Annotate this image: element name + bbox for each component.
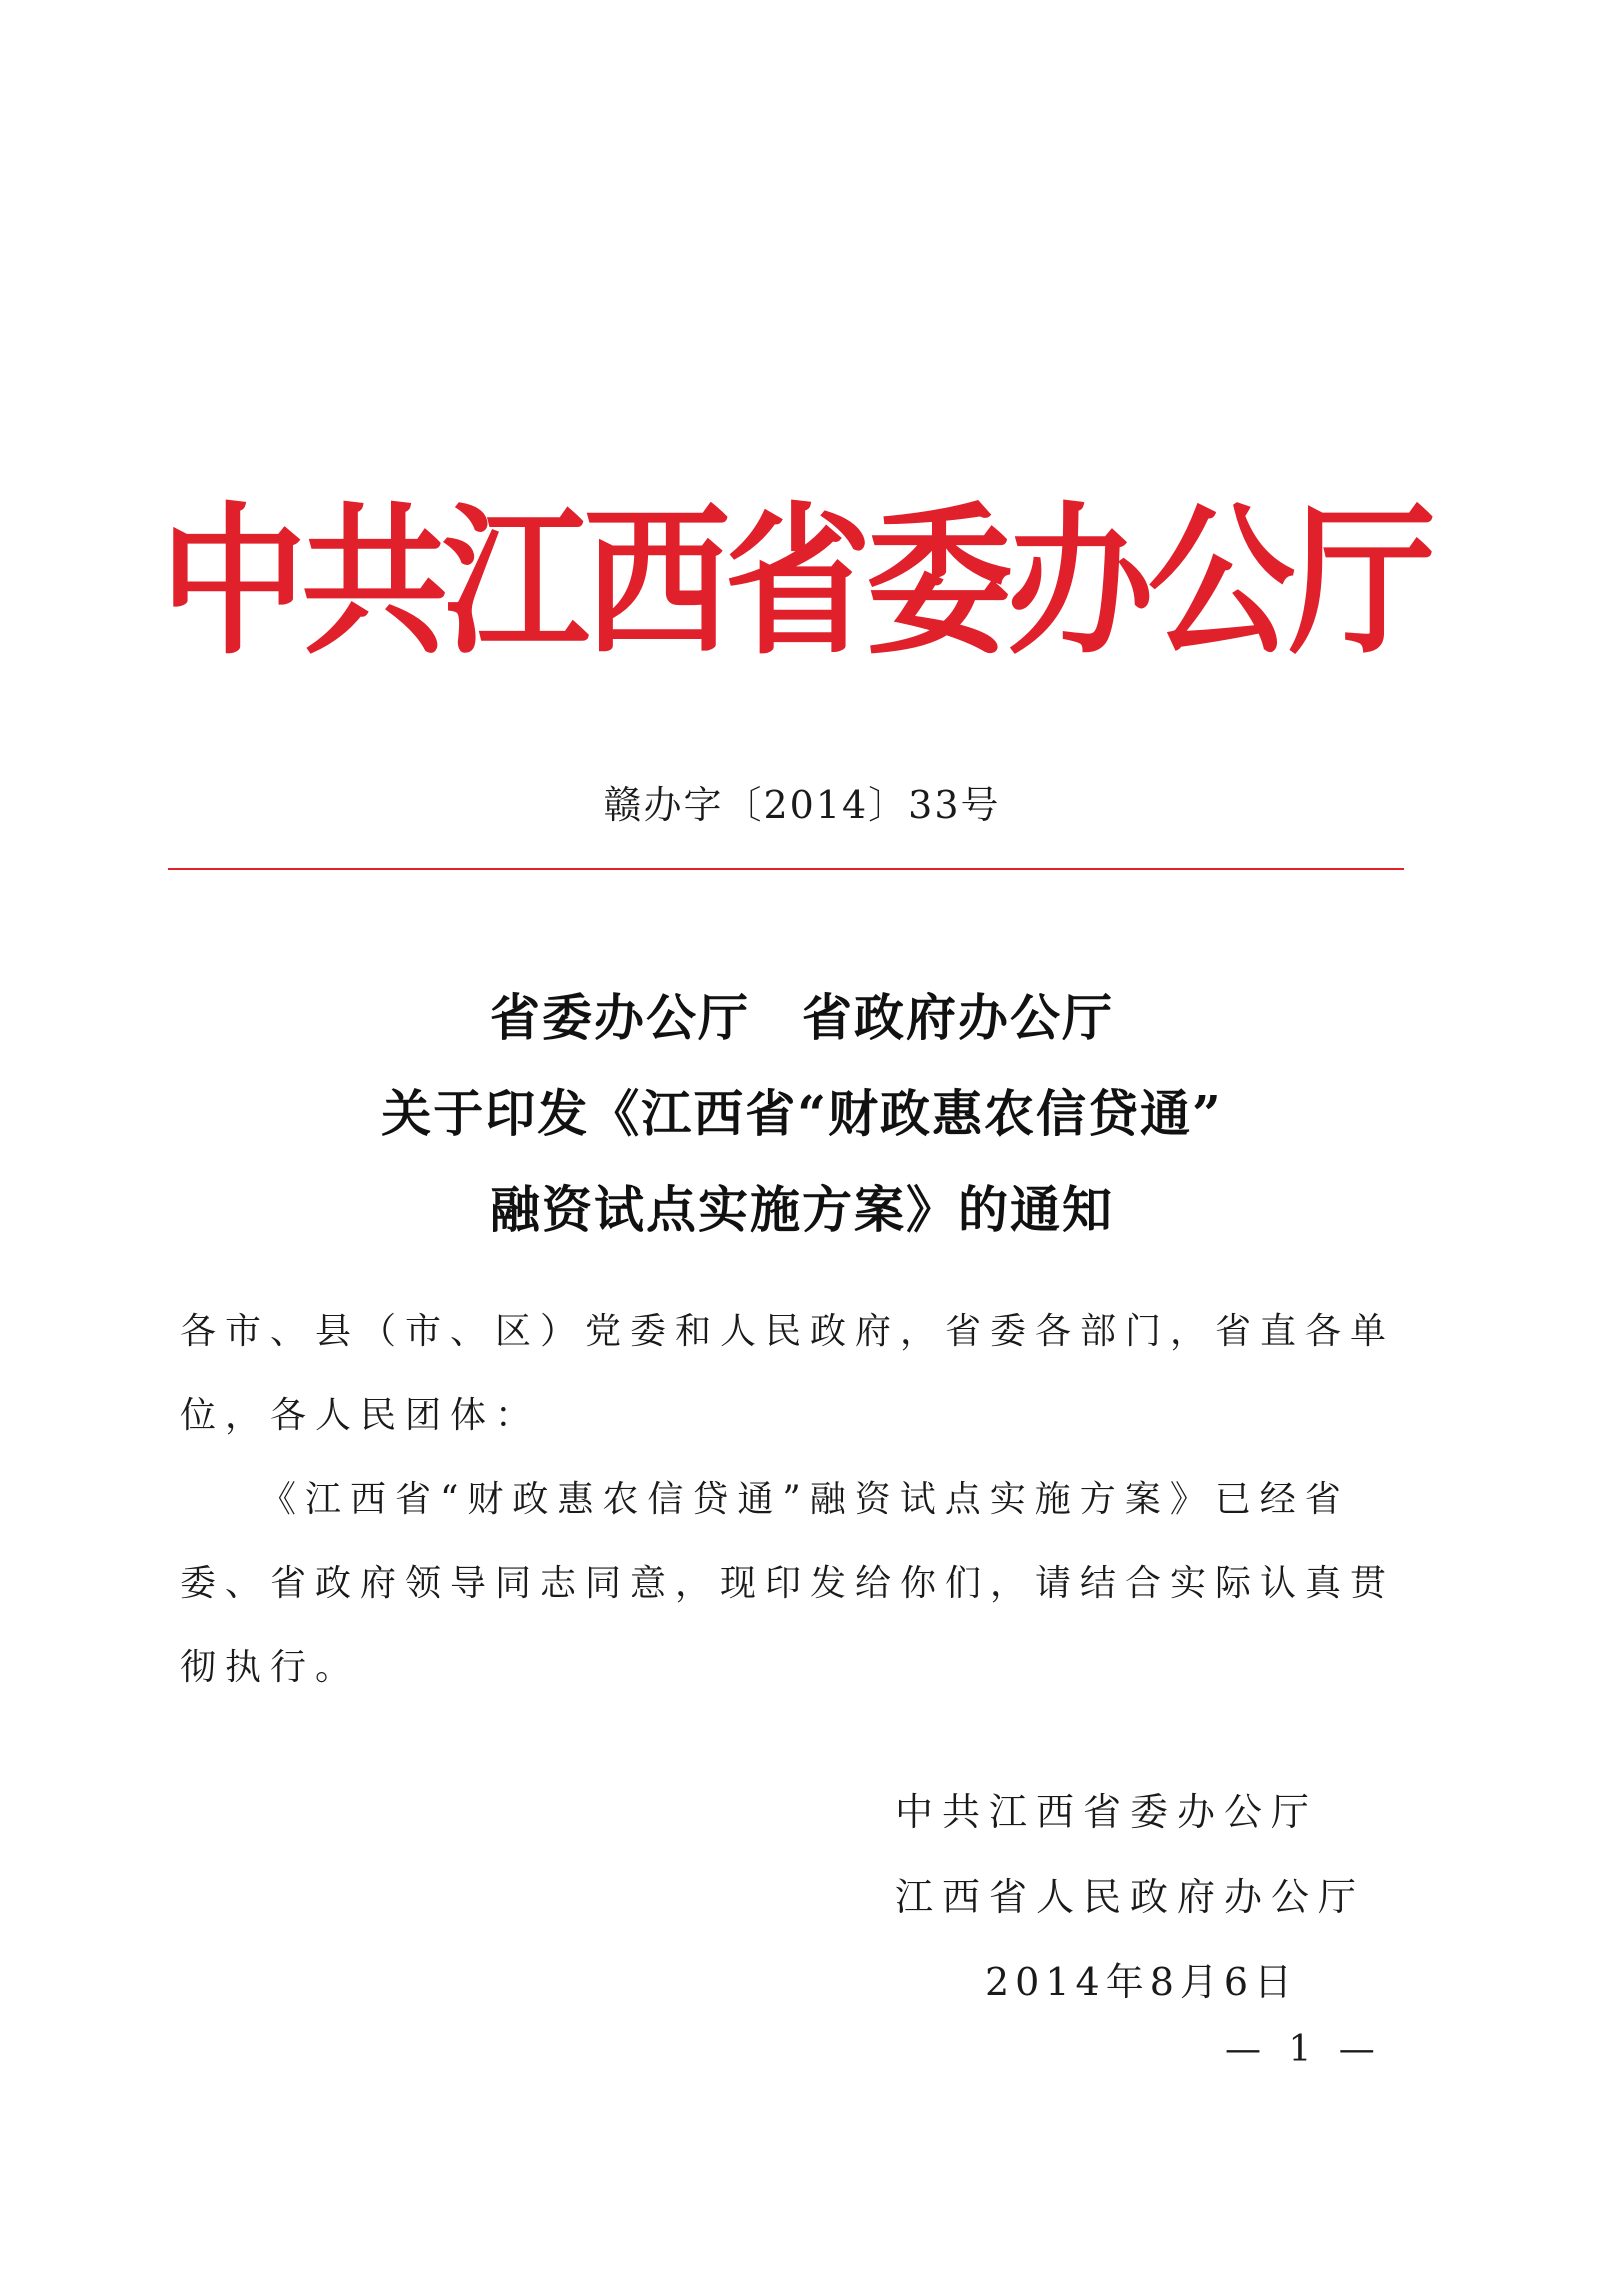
document-number: 赣办字〔2014〕33号	[603, 783, 1001, 827]
title-line-3: 融资试点实施方案》的通知	[490, 1180, 1114, 1239]
issuer-header: 中共江西省委办公厅	[160, 489, 1431, 677]
signature-block	[895, 1770, 1375, 2025]
body-paragraph: 《江西省“财政惠农信贷通”融资试点实施方案》已经省委、省政府领导同志同意，现印发给你们，请结合实际认真贯彻执行。	[180, 1479, 1396, 1688]
signature-org-1: 中共江西省委办公厅	[895, 1790, 1319, 1834]
signature-date: 2014年8月6日	[985, 1960, 1299, 2004]
title-line-1: 省委办公厅 省政府办公厅	[490, 988, 1114, 1047]
document-title	[0, 970, 1604, 1258]
document-body	[180, 1290, 1420, 1710]
salutation: 各市、县（市、区）党委和人民政府，省委各部门，省直各单位，各人民团体：	[180, 1311, 1396, 1436]
title-line-2: 关于印发《江西省“财政惠农信贷通”	[381, 1084, 1223, 1143]
signature-org-2: 江西省人民政府办公厅	[895, 1875, 1366, 1919]
page-number: — 1 —	[1225, 2029, 1383, 2070]
red-divider-line	[168, 868, 1404, 870]
